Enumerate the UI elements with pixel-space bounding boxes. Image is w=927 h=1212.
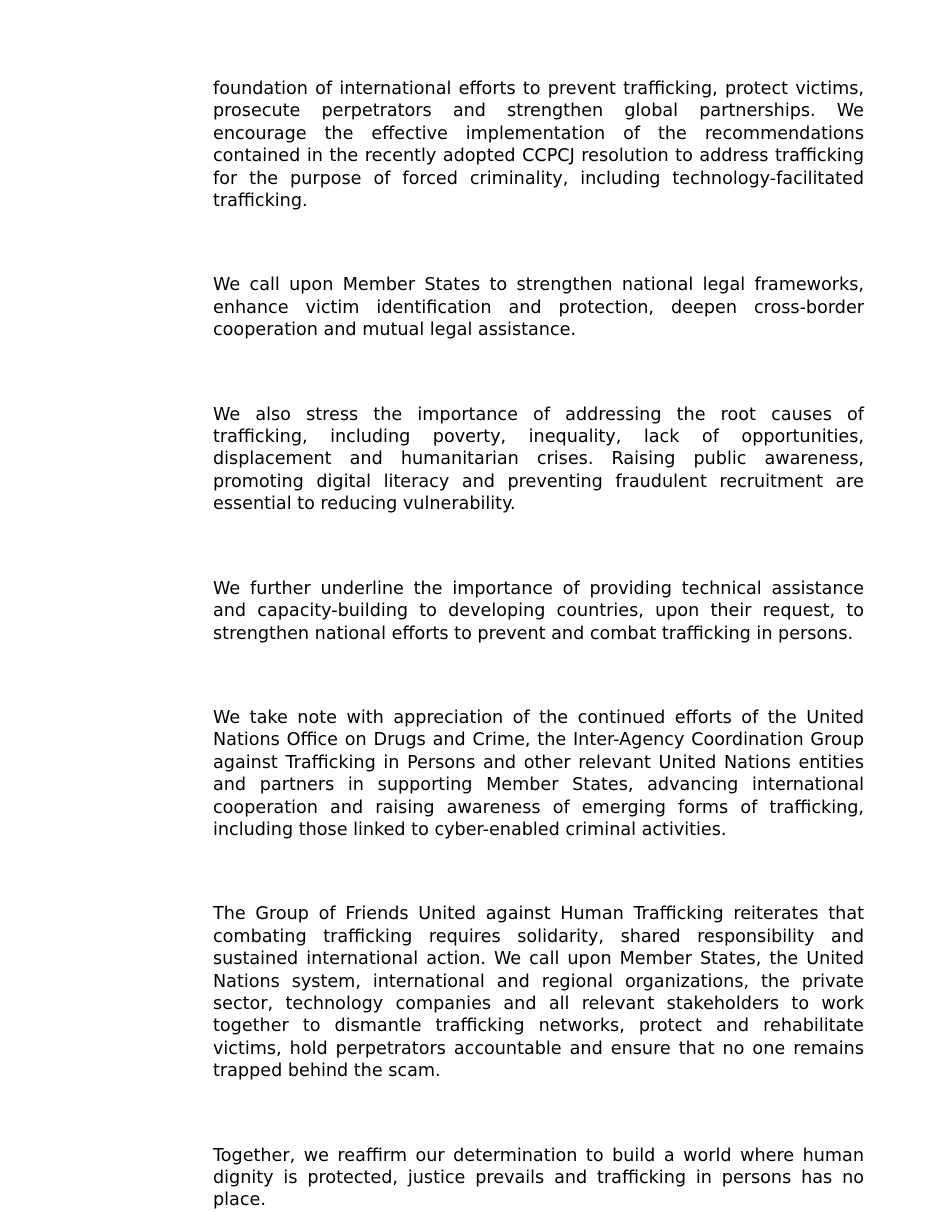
document-page [213,78,864,1212]
paragraph-group-of-friends: The Group of Friends United against Human Trafficking reiterates that combating trafficking requires solidarity, shared responsibility and sustained international action. We call upon Member States, the United Nations system, international and regional organizations, the private sector, technology companies and all relevant stakeholders to work together to dismantle trafficking networks, protect and rehabilitate victims, hold perpetrators accountable and ensure that no one remains trapped behind the scam. [213,904,864,1082]
paragraph-root-causes: We also stress the importance of addressing the root causes of trafficking, including poverty, inequality, lack of opportunities, displacement and humanitarian crises. Raising public awareness, promoting digital literacy and preventing fraudulent recruitment are essential to reducing vulnerability. [213,404,864,515]
paragraph-appreciation: We take note with appreciation of the continued efforts of the United Nations Office on Drugs and Crime, the Inter-Agency Coordination Group against Trafficking in Persons and other relevant United Nations entities and partners in supporting Member States, advancing international cooperation and raising awareness of emerging forms of trafficking, including those linked to cyber-enabled criminal activities. [213,707,864,840]
paragraph-legal-frameworks: We call upon Member States to strengthen national legal frameworks, enhance victim identification and protection, deepen cross-border cooperation and mutual legal assistance. [213,275,864,341]
paragraph-reaffirm: Together, we reaffirm our determination to build a world where human dignity is protected, justice prevails and trafficking in persons has no place. [213,1145,864,1211]
paragraph-continuation: foundation of international efforts to prevent trafficking, protect victims, prosecute perpetrators and strengthen global partnerships. We encourage the effective implementation of the recommendations contained in the recently adopted CCPCJ resolution to address trafficking for the purpose of forced criminality, including technology-facilitated trafficking. [213,79,864,212]
paragraph-technical-assistance: We further underline the importance of providing technical assistance and capacity-building to developing countries, upon their request, to strengthen national efforts to prevent and combat trafficking in persons. [213,578,864,644]
